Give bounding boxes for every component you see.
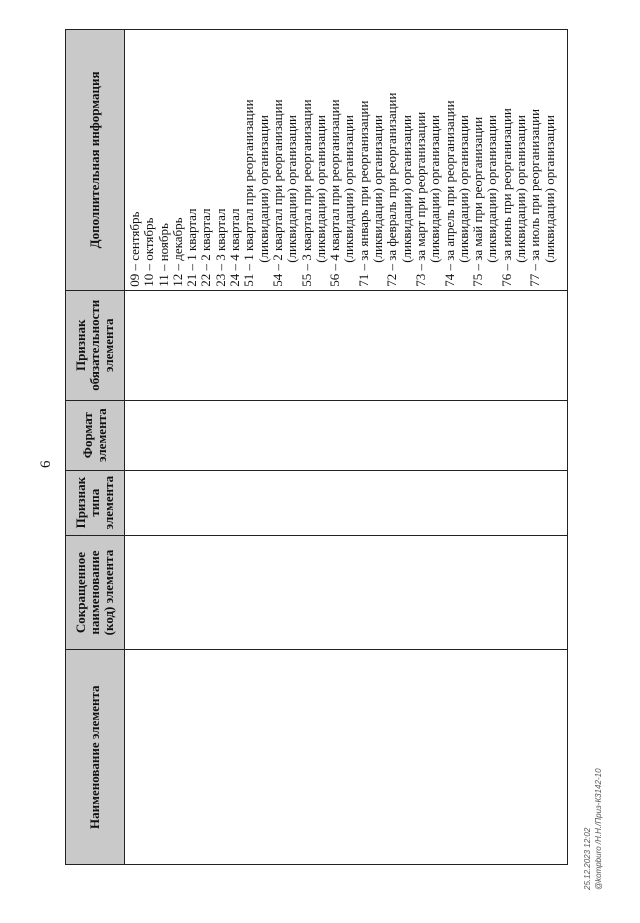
info-line: 54 – 2 квартал при реорганизации: [269, 99, 285, 287]
table-header-row: [66, 30, 125, 865]
info-line: (ликвидации) организации: [341, 114, 357, 263]
info-line: 55 – 3 квартал при реорганизации: [298, 99, 314, 287]
elements-table: [65, 29, 568, 865]
info-line: (ликвидации) организации: [513, 114, 529, 263]
footer-reference: @kompburo /Н.Н./Приз-К3142-10: [594, 768, 603, 890]
header-short-name: Сокращенное наименование (код) элемента: [66, 535, 125, 650]
info-line: (ликвидации) организации: [484, 114, 500, 263]
footer-datetime: 25.12.2023 12:02: [583, 827, 592, 890]
footer-stamp: [582, 768, 604, 890]
cell-short-name: [125, 535, 568, 650]
info-line: 21 – 1 квартал: [184, 208, 200, 287]
info-line: (ликвидации) организации: [398, 114, 414, 263]
header-format: Формат элемента: [66, 400, 125, 470]
info-line: 76 – за июнь при реорганизации: [498, 108, 514, 287]
info-line: (ликвидации) организации: [284, 114, 300, 263]
info-line: 75 – за май при реорганизации: [470, 116, 486, 287]
info-line: 71 – за январь при реорганизации: [355, 100, 371, 287]
page-number: 6: [38, 460, 54, 468]
info-line: 72 – за февраль при реорганизации: [384, 92, 400, 287]
info-line: 09 – сентябрь: [127, 211, 142, 287]
info-line: 22 – 2 квартал: [198, 208, 214, 287]
info-line: (ликвидации) организации: [427, 114, 443, 263]
header-required: Признак обязательности элемента: [66, 290, 125, 400]
info-line: 56 – 4 квартал при реорганизации: [327, 99, 343, 287]
table-row: [125, 30, 568, 865]
cell-required: [125, 290, 568, 400]
info-line: (ликвидации) организации: [312, 114, 328, 263]
info-line: 23 – 3 квартал: [212, 208, 228, 287]
header-additional-info: Дополнительная информация: [66, 30, 125, 291]
header-type: Признак типа элемента: [66, 470, 125, 535]
info-line: (ликвидации) организации: [455, 114, 471, 263]
info-line: 77 – за июль при реорганизации: [527, 108, 543, 287]
cell-additional-info: [125, 30, 568, 291]
info-line: (ликвидации) организации: [255, 114, 271, 263]
info-line: 10 – октябрь: [141, 217, 157, 287]
info-line: 73 – за март при реорганизации: [412, 111, 428, 287]
info-line: 24 – 4 квартал: [227, 208, 243, 287]
info-line: (ликвидации) организации: [541, 114, 557, 263]
cell-format: [125, 400, 568, 470]
info-line: 51 – 1 квартал при реорганизации: [241, 99, 257, 287]
cell-element-name: [125, 650, 568, 865]
info-line: 74 – за апрель при реорганизации: [441, 100, 457, 287]
cell-type: [125, 470, 568, 535]
info-line: 12 – декабрь: [169, 217, 185, 287]
info-line: (ликвидации) организации: [370, 114, 386, 263]
info-line: 11 – ноябрь: [155, 223, 171, 287]
header-element-name: Наименование элемента: [66, 650, 125, 865]
